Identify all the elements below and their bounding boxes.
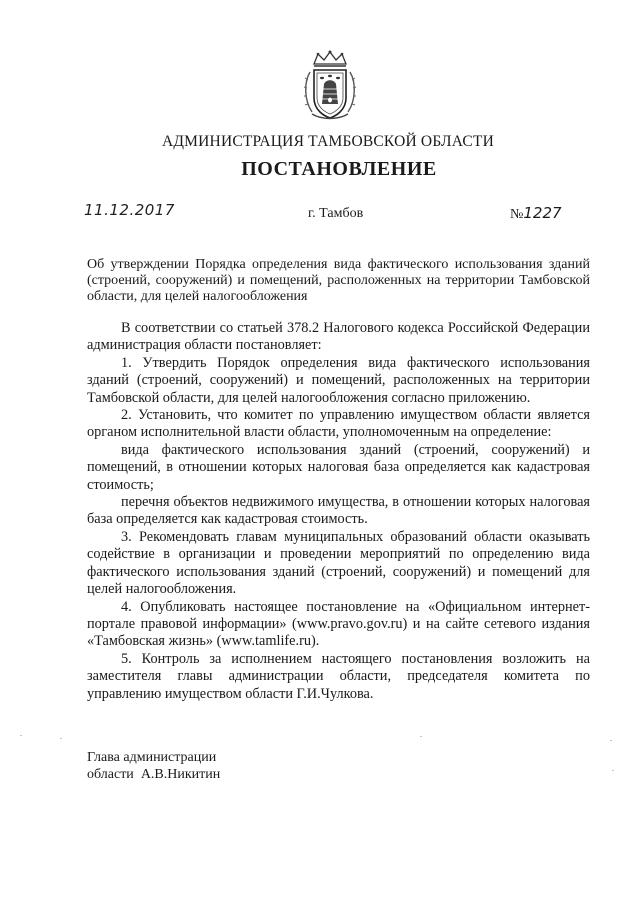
number-prefix: № bbox=[510, 207, 524, 222]
document-number bbox=[510, 204, 562, 223]
signatory-name: А.В.Никитин bbox=[140, 767, 221, 782]
paragraph-item-5: 5. Контроль за исполнением настоящего постановления возложить на заместителя главы администрации области, председателя комитета по управлению имуществом области Г.И.Чулкова. bbox=[87, 650, 590, 702]
signatory-position: Глава администрации bbox=[87, 750, 217, 765]
document-date: 11.12.2017 bbox=[84, 201, 175, 219]
signatory-position-cont: области bbox=[87, 767, 134, 782]
document-city: г. Тамбов bbox=[308, 206, 364, 221]
paragraph-item-2: 2. Установить, что комитет по управлению имуществом области является органом исполнительной власти области, уполномоченным на определение: bbox=[87, 407, 590, 441]
scan-speck bbox=[612, 770, 614, 771]
scan-speck bbox=[420, 736, 422, 737]
signatory-line-2 bbox=[87, 766, 220, 783]
document-body bbox=[87, 320, 590, 703]
paragraph-item-1: 1. Утвердить Порядок определения вида фактического использования зданий (строений, сооружений) и помещений, расположенных на территории Тамбовской области, для целей налогообложения согласно приложению. bbox=[87, 354, 590, 406]
document-type-title: ПОСТАНОВЛЕНИЕ bbox=[241, 158, 437, 180]
tambov-coat-of-arms-icon bbox=[302, 50, 358, 122]
scan-speck bbox=[610, 740, 612, 741]
document-subject: Об утверждении Порядка определения вида фактического использования зданий (строений, сооружений) и помещений, расположенных на территории Тамбовской области, для целей налогообложения bbox=[87, 257, 590, 304]
number-value: 1227 bbox=[523, 204, 562, 222]
paragraph-item-2-sub-a: вида фактического использования зданий (строений, сооружений) и помещений, в отношении которых налоговая база определяется как кадастровая стоимость; bbox=[87, 441, 590, 493]
paragraph-item-3: 3. Рекомендовать главам муниципальных образований области оказывать содействие в организации и проведении мероприятий по определению вида фактического использования зданий (строений, сооружений) и помещений для целей налогообложения. bbox=[87, 528, 590, 598]
scan-speck bbox=[60, 738, 62, 739]
paragraph-preamble: В соответствии со статьей 378.2 Налогового кодекса Российской Федерации администрация области постановляет: bbox=[87, 320, 590, 354]
paragraph-item-2-sub-b: перечня объектов недвижимого имущества, в отношении которых налоговая база определяется как кадастровая стоимость. bbox=[87, 494, 590, 528]
scan-speck bbox=[20, 735, 22, 736]
organization-name: АДМИНИСТРАЦИЯ ТАМБОВСКОЙ ОБЛАСТИ bbox=[162, 133, 494, 150]
signature-block bbox=[87, 749, 220, 783]
paragraph-item-4: 4. Опубликовать настоящее постановление на «Официальном интернет-портале правовой информации» (www.pravo.gov.ru) и на сайте сетевого издания «Тамбовская жизнь» (www.tamlife.ru). bbox=[87, 598, 590, 650]
